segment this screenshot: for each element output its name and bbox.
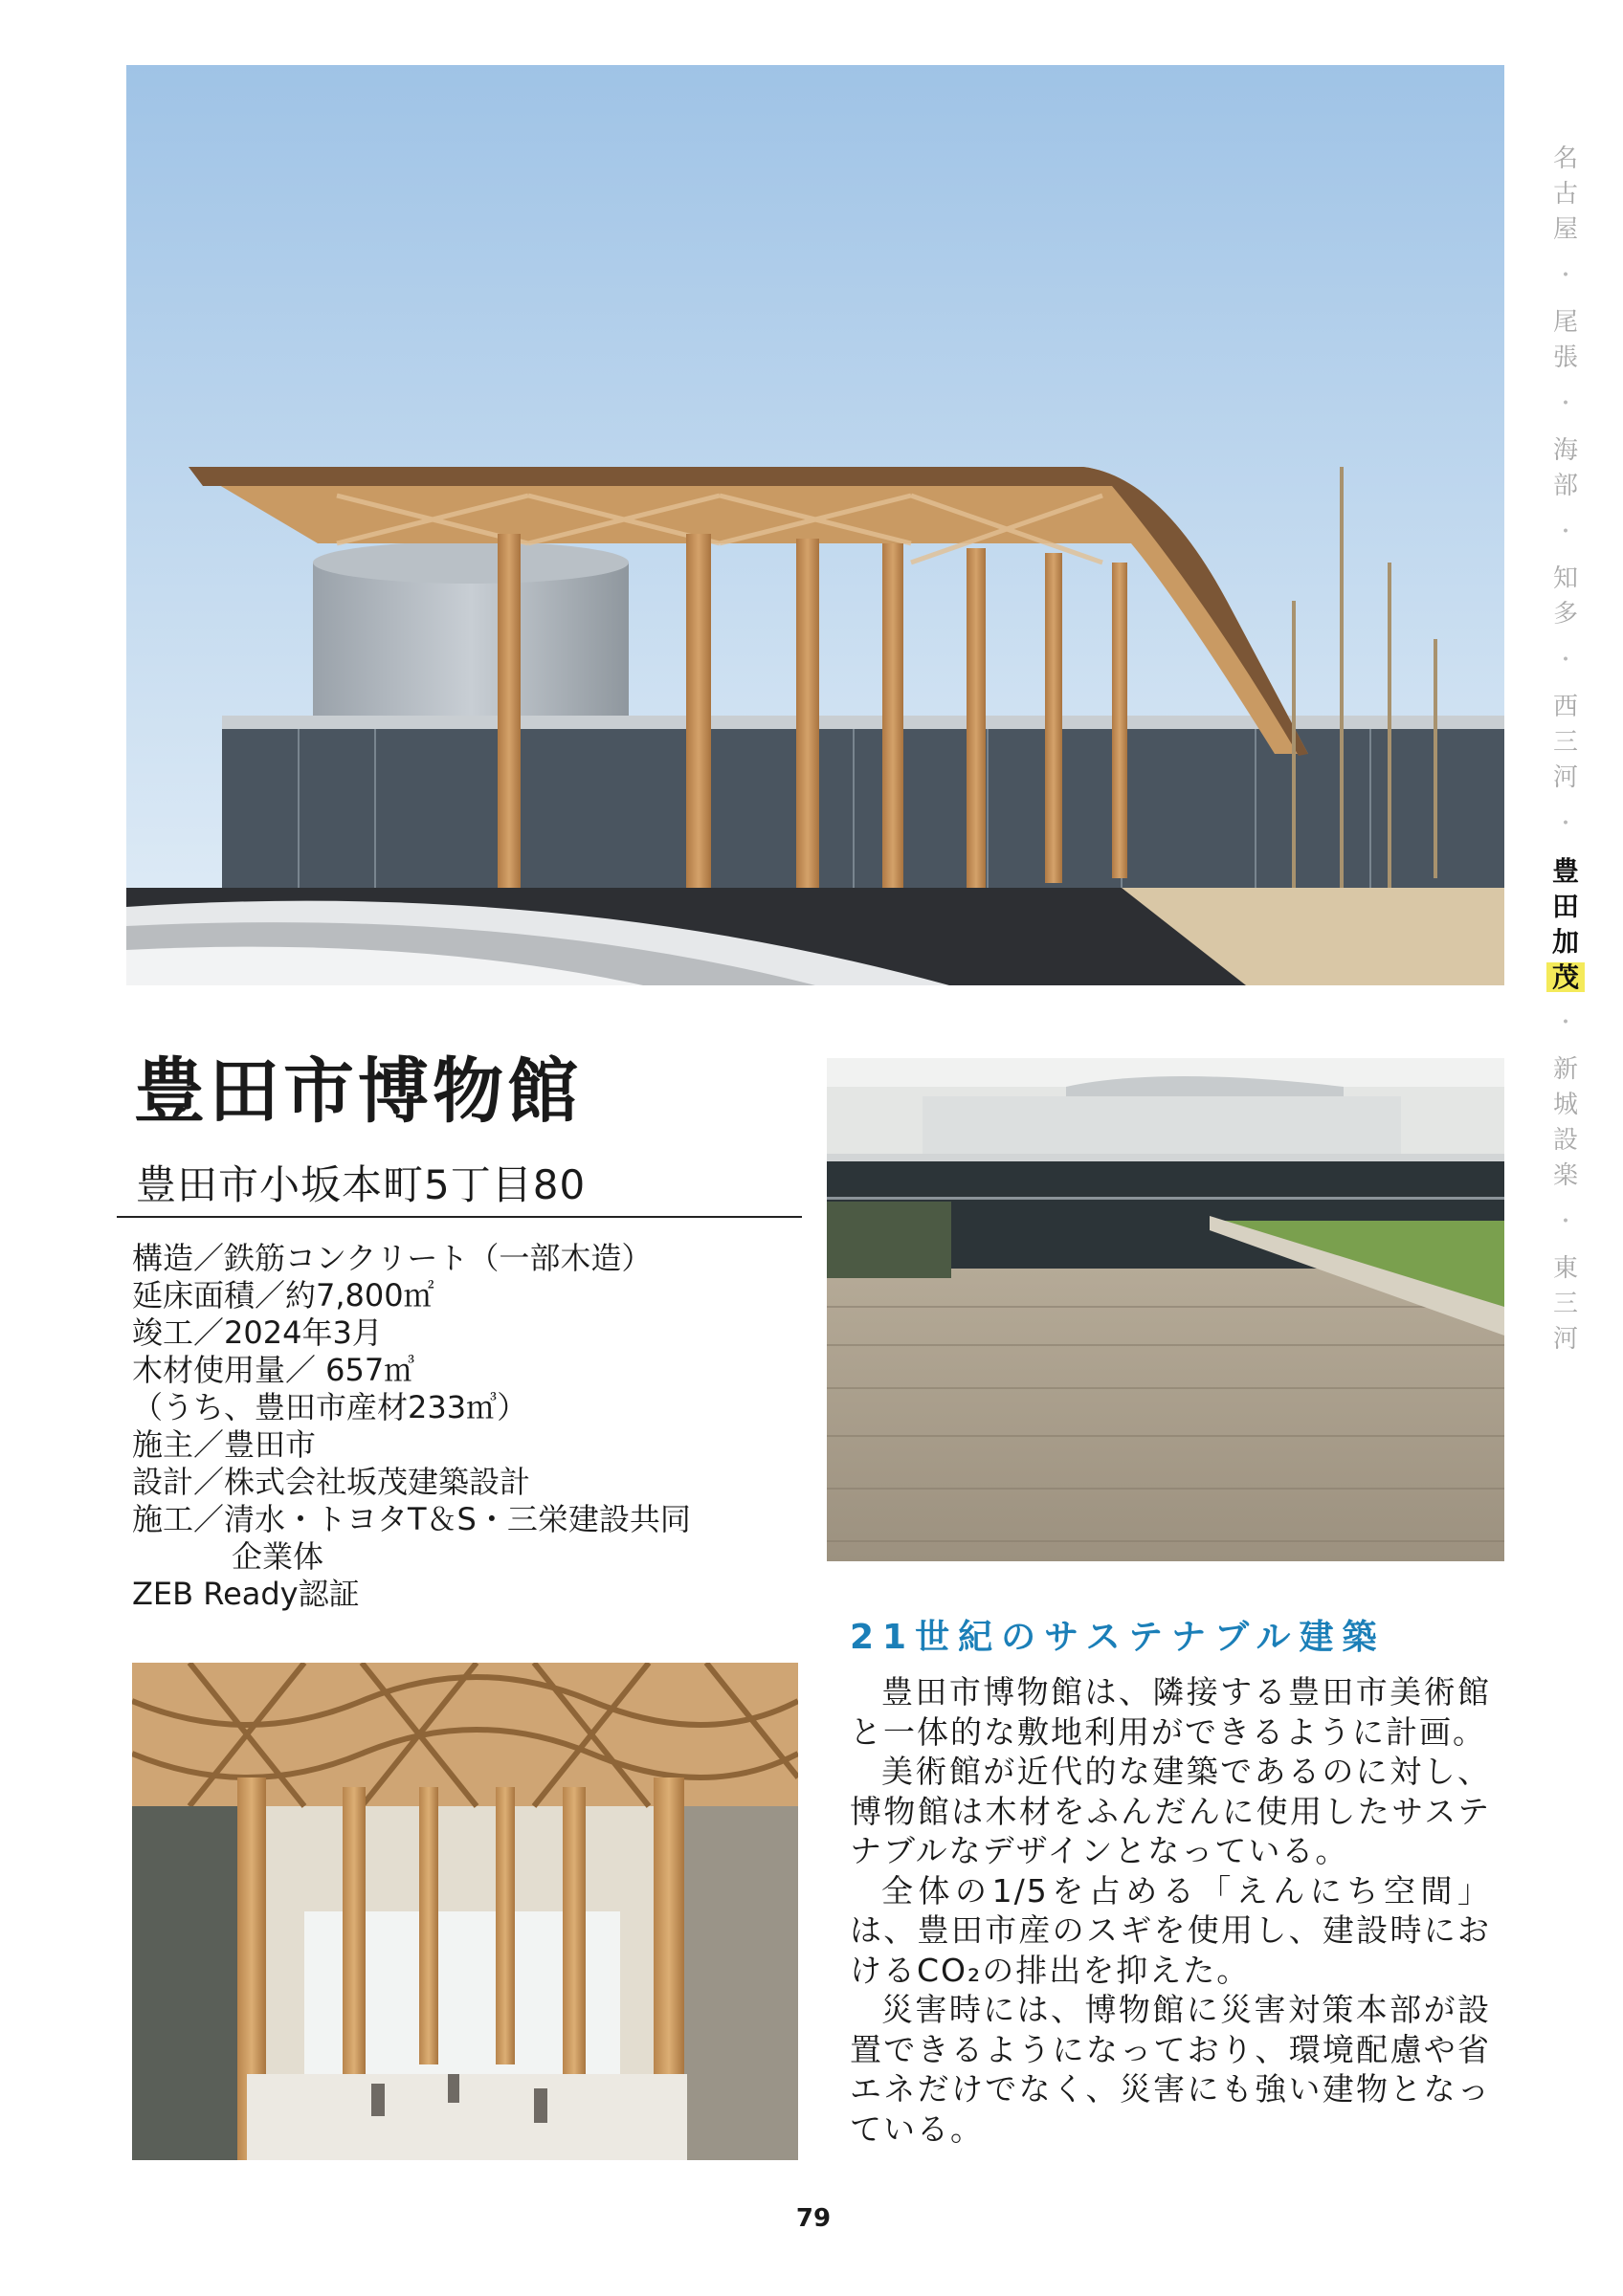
nav-item-5[interactable]	[1531, 853, 1600, 995]
nav-item-char: 楽	[1552, 1161, 1578, 1190]
interior-photo	[132, 1663, 798, 2160]
article-paragraph: 災害時には、博物館に災害対策本部が設置できるようになっており、環境配慮や省エネだけでなく、災害にも強い建物となっている。	[850, 1991, 1491, 2148]
nav-item-char: 部	[1552, 472, 1578, 500]
nav-item-char: 茂	[1546, 960, 1585, 995]
nav-item-char: 新	[1552, 1055, 1578, 1084]
nav-item-char: 河	[1552, 763, 1578, 792]
nav-item-char: 豊	[1551, 855, 1579, 887]
nav-item-char: 尾	[1552, 308, 1578, 337]
article-paragraph: 全体の1/5を占める「えんにち空間」は、豊田市産のスギを使用し、建設時におけるCO₂の排出を抑えた。	[850, 1871, 1491, 1989]
nav-item-char: 知	[1552, 564, 1578, 593]
page-number: 79	[795, 2204, 832, 2233]
nav-separator: ・	[1554, 392, 1576, 416]
nav-item-0[interactable]	[1531, 142, 1600, 248]
nav-item-3[interactable]	[1531, 562, 1600, 632]
nav-item-char: 設	[1552, 1126, 1578, 1155]
nav-separator: ・	[1554, 812, 1576, 836]
region-nav	[1531, 142, 1600, 1358]
nav-item-char: 田	[1551, 891, 1579, 922]
spec-construction-cont: 企業体	[232, 1538, 324, 1575]
nav-item-char: 古	[1552, 180, 1578, 209]
spec-local-timber: （うち、豊田市産材233㎥）	[132, 1389, 528, 1425]
nav-item-char: 名	[1552, 144, 1578, 173]
nav-separator: ・	[1554, 264, 1576, 288]
spec-timber-volume: 木材使用量／ 657㎥	[132, 1352, 415, 1388]
nav-item-7[interactable]	[1531, 1251, 1600, 1358]
nav-item-char: 加	[1551, 926, 1579, 958]
nav-item-char: 三	[1552, 1290, 1578, 1318]
nav-item-char: 海	[1552, 436, 1578, 465]
nav-item-char: 城	[1552, 1091, 1578, 1119]
nav-item-2[interactable]	[1531, 433, 1600, 504]
spec-completion: 竣工／2024年3月	[132, 1314, 383, 1351]
nav-item-char: 三	[1552, 728, 1578, 757]
nav-item-4[interactable]	[1531, 690, 1600, 796]
page-title: 豊田市博物館	[134, 1050, 582, 1133]
nav-separator: ・	[1554, 1210, 1576, 1234]
nav-item-char: 西	[1552, 693, 1578, 721]
nav-separator: ・	[1554, 649, 1576, 673]
spec-construction: 施工／清水・トヨタT＆S・三栄建設共同	[132, 1501, 691, 1537]
spec-certification: ZEB Ready認証	[132, 1576, 360, 1612]
deck-photo	[827, 1058, 1504, 1561]
nav-item-char: 多	[1552, 600, 1578, 629]
nav-separator: ・	[1554, 1011, 1576, 1035]
article-body	[850, 1672, 1491, 2149]
spec-design: 設計／株式会社坂茂建築設計	[132, 1464, 531, 1500]
spec-owner: 施主／豊田市	[132, 1426, 317, 1463]
nav-item-char: 屋	[1552, 215, 1578, 244]
address: 豊田市小坂本町5丁目80	[136, 1161, 587, 1208]
title-divider	[117, 1216, 802, 1218]
nav-item-char: 張	[1552, 343, 1578, 372]
spec-structure: 構造／鉄筋コンクリート（一部木造）	[132, 1240, 653, 1276]
nav-item-char: 東	[1552, 1254, 1578, 1283]
nav-separator: ・	[1554, 520, 1576, 544]
nav-item-char: 河	[1552, 1325, 1578, 1354]
article-paragraph: 美術館が近代的な建築であるのに対し、博物館は木材をふんだんに使用したサステナブルなデザインとなっている。	[850, 1753, 1491, 1869]
article-paragraph: 豊田市博物館は、隣接する豊田市美術館と一体的な敷地利用ができるように計画。	[850, 1673, 1491, 1751]
article-heading: 21世紀のサステナブル建築	[850, 1618, 1386, 1657]
nav-item-6[interactable]	[1531, 1052, 1600, 1194]
spec-floor-area: 延床面積／約7,800㎡	[132, 1277, 434, 1314]
nav-item-1[interactable]	[1531, 305, 1600, 376]
exterior-photo	[126, 65, 1504, 985]
spec-list	[132, 1240, 802, 1613]
